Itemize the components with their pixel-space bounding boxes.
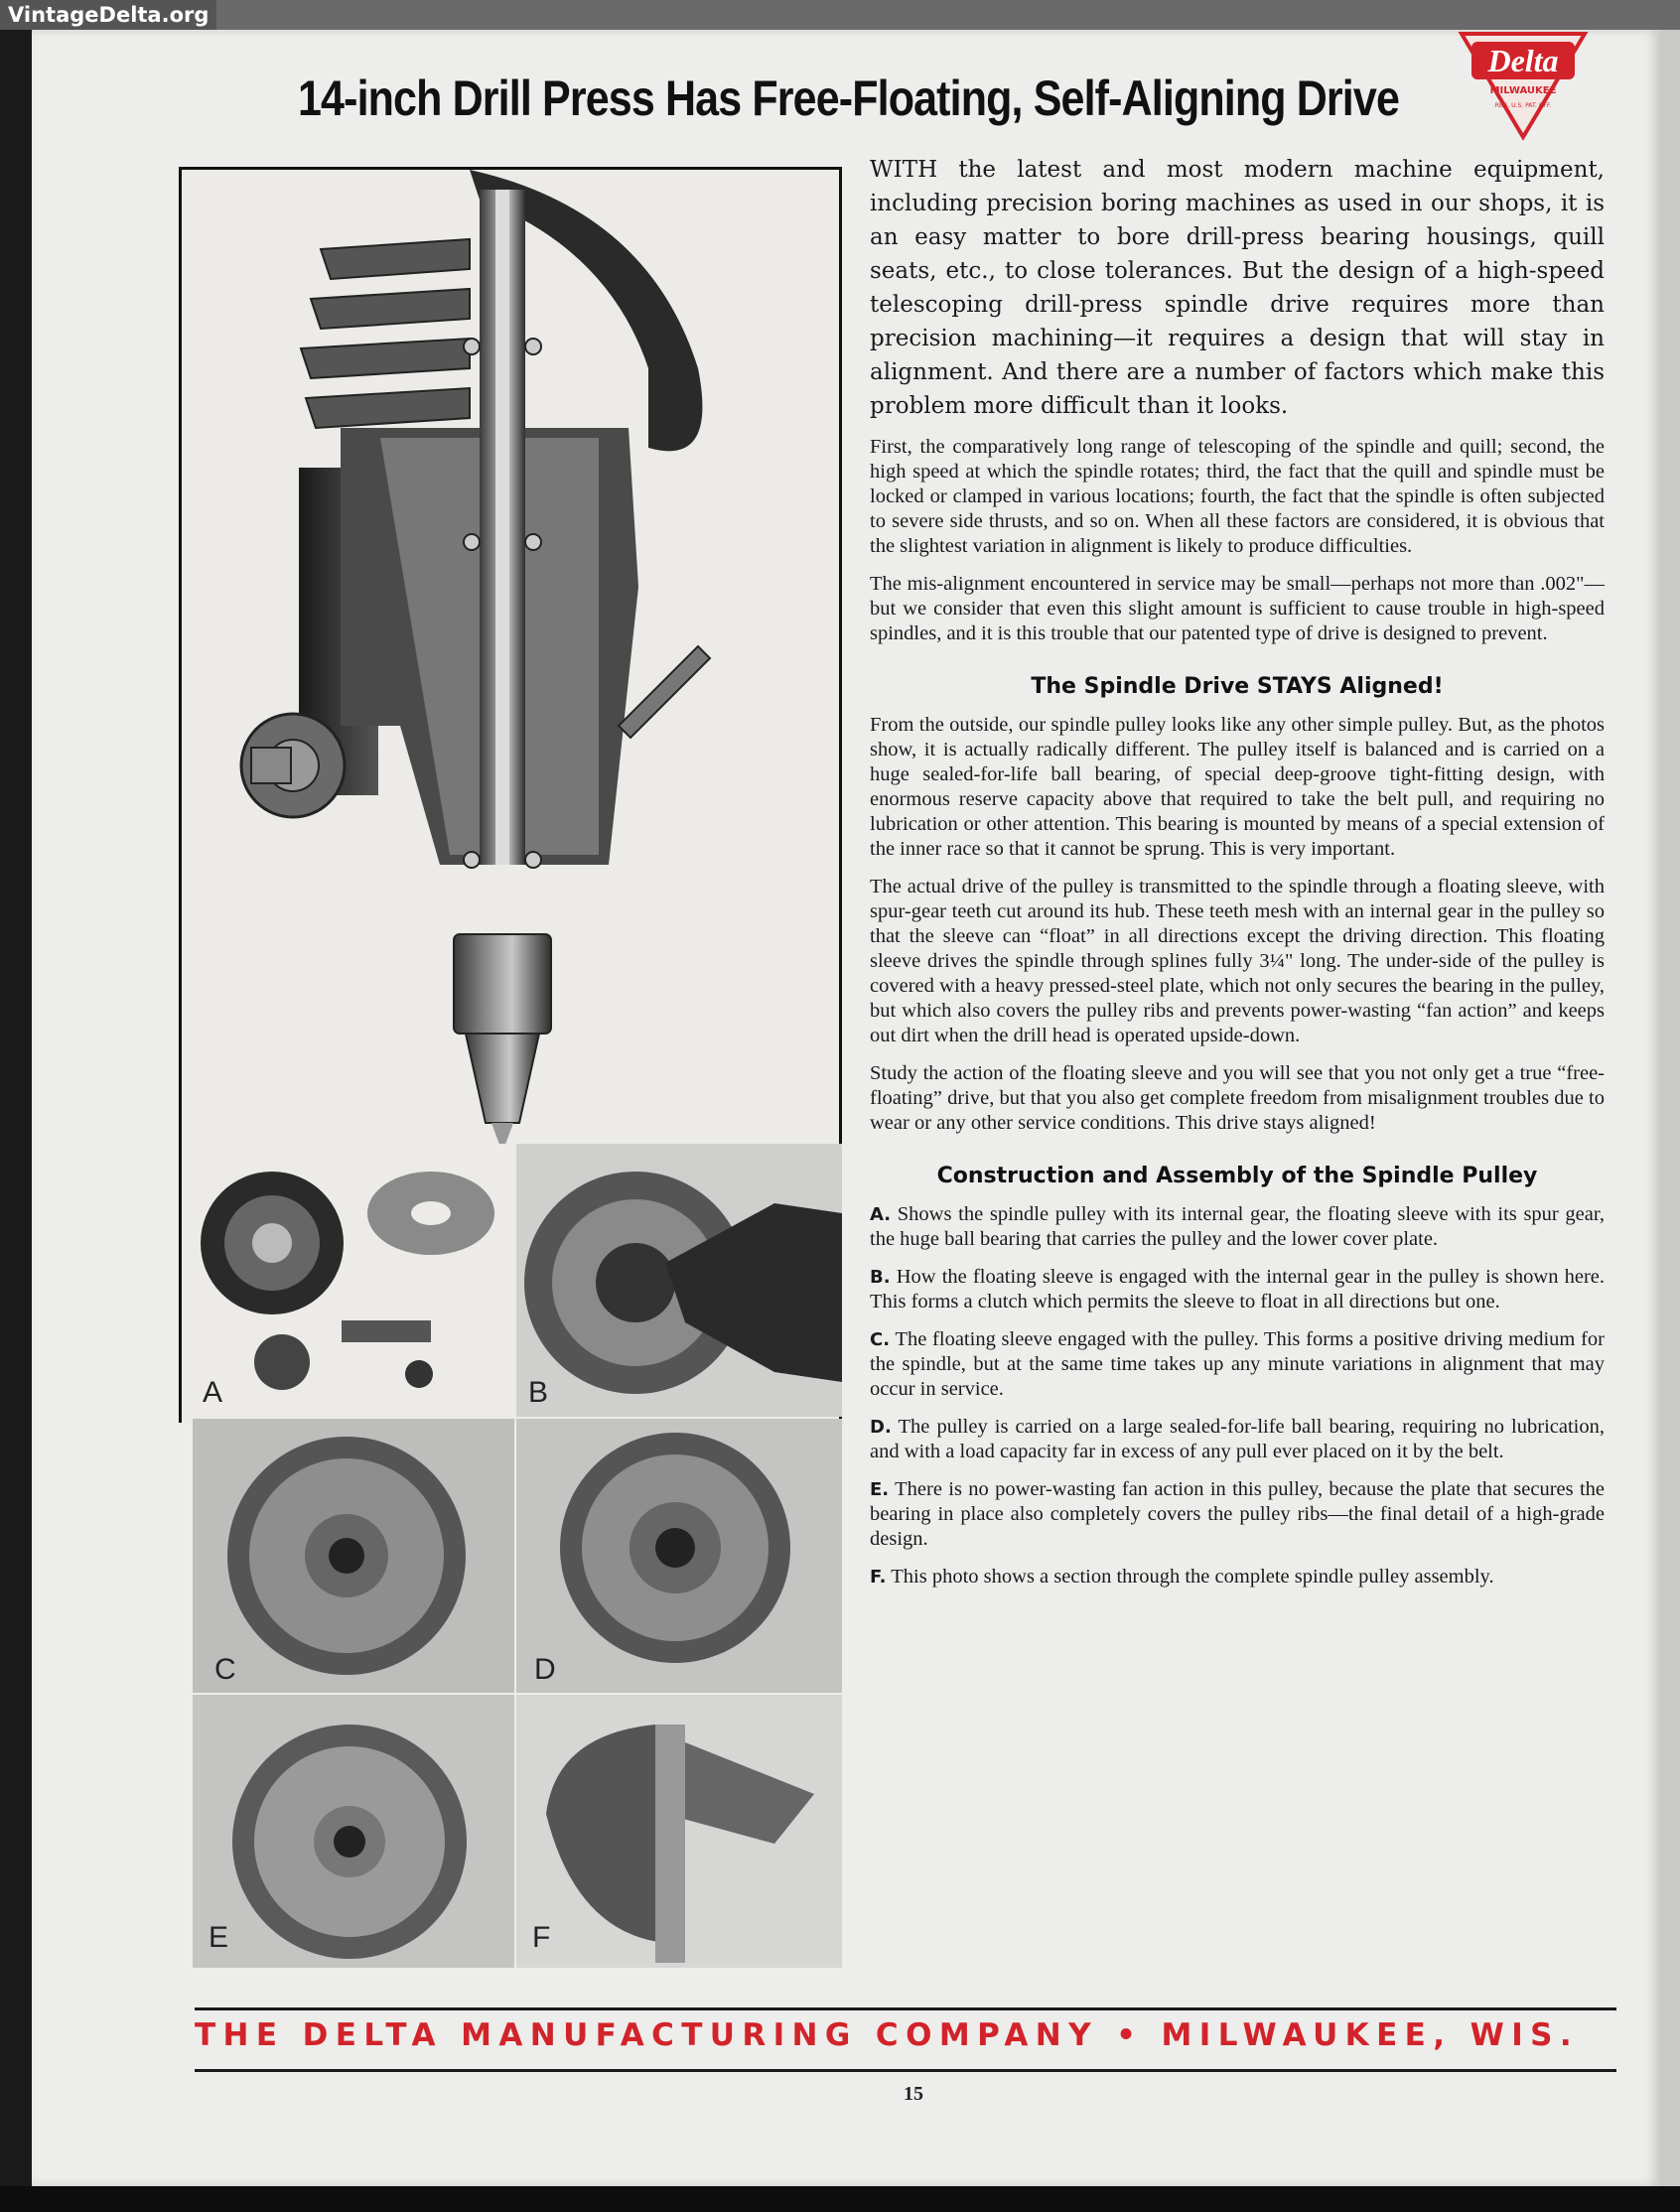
caption-letter: F. (870, 1567, 887, 1588)
caption-text: The pulley is carried on a large sealed-for-life ball bearing, requiring no lubrication, and with a load capacity far in excess of any pull ever placed on it by the belt. (870, 1416, 1605, 1462)
page-edge (1660, 30, 1680, 2186)
caption-letter: C. (870, 1329, 891, 1350)
photo-d (516, 1419, 842, 1693)
photo-c (193, 1419, 514, 1693)
bottom-strip (0, 2186, 1680, 2212)
caption-item-b (870, 1265, 1605, 1314)
caption-text: This photo shows a section through the complete spindle pulley assembly. (891, 1566, 1494, 1588)
footer-company-name: THE DELTA MANUFACTURING COMPANY • MILWAUKEE, WIS. (195, 2017, 1580, 2053)
site-watermark: VintageDelta.org (0, 0, 216, 30)
logo-mark-text: REG. U.S. PAT. OFF. (1494, 102, 1552, 109)
section-heading-construction: Construction and Assembly of the Spindle Pulley (936, 1164, 1538, 1188)
body-paragraph: The mis-alignment encountered in service may be small—perhaps not more than .002"—but we consider that even this slight amount is sufficient to cause trouble in high-speed spindles, and it is this trouble that our patented type of drive is designed to prevent. (870, 573, 1605, 644)
intro-paragraph: WITH the latest and most modern machine equipment, including precision boring machines as used in our shops, it is an easy matter to bore drill-press bearing housings, quill seats, etc., to close tolerances. But the design of a high-speed telescoping drill-press spindle drive requires more than precision machining—it requires a design that will stay in alignment. And there are a number of factors which make this problem more difficult than it looks. (870, 157, 1605, 419)
photo-a-label: A (203, 1376, 223, 1409)
photo-b (516, 1144, 842, 1417)
article-text (870, 153, 1605, 1602)
caption-item-d (870, 1415, 1605, 1464)
caption-text: There is no power-wasting fan action in this pulley, because the plate that secures the bearing in place also completely covers the pulley ribs—the final detail of a high-grade design. (870, 1478, 1605, 1550)
caption-text: How the floating sleeve is engaged with the internal gear in the pulley is shown here. This forms a clutch which permits the sleeve to float in all directions but one. (870, 1266, 1605, 1313)
caption-text: Shows the spindle pulley with its internal gear, the floating sleeve with its spur gear, the huge ball bearing that carries the pulley and the lower cover plate. (870, 1203, 1605, 1250)
caption-item-a (870, 1202, 1605, 1252)
photo-b-label: B (528, 1376, 549, 1409)
caption-letter: E. (870, 1479, 890, 1500)
caption-text: The floating sleeve engaged with the pulley. This forms a positive driving medium for the spindle, but at the same time takes up any minute variations in alignment that may occur in service. (870, 1328, 1605, 1400)
caption-item-f (870, 1565, 1605, 1590)
footer-rule-bottom (195, 2069, 1616, 2072)
footer-rule-top (195, 2007, 1616, 2010)
photo-e-label: E (209, 1921, 229, 1954)
page-title: 14-inch Drill Press Has Free-Floating, Self-Aligning Drive (298, 70, 1400, 126)
pulley-photo-grid (193, 1144, 842, 1968)
section-heading-spindle-drive: The Spindle Drive STAYS Aligned! (1031, 674, 1444, 699)
photo-c-label: C (214, 1653, 236, 1686)
delta-logo (1458, 30, 1589, 141)
caption-item-c (870, 1327, 1605, 1402)
body-paragraph: Study the action of the floating sleeve and you will see that you not only get a true “free-floating” drive, but that you also get complete freedom from misalignment troubles due to wear or any other service conditions. This drive stays aligned! (870, 1062, 1605, 1134)
body-paragraph: First, the comparatively long range of telescoping of the spindle and quill; second, the high speed at which the spindle rotates; third, the fact that the quill and spindle must be locked or clamped in various locations; fourth, the fact that the spindle is often subjected to severe side thrusts, and so on. When all these factors are considered, it is obvious that the slightest variation in alignment is likely to produce difficulties. (870, 436, 1605, 557)
photo-d-label: D (534, 1653, 556, 1686)
photo-f (516, 1695, 842, 1968)
caption-letter: A. (870, 1204, 892, 1225)
logo-city-text: MILWAUKEE (1489, 85, 1557, 96)
photo-a (193, 1144, 514, 1417)
caption-letter: B. (870, 1267, 891, 1288)
body-paragraph: The actual drive of the pulley is transmitted to the spindle through a floating sleeve, with spur-gear teeth cut around its hub. These teeth mesh with an internal gear in the pulley so that the sleeve can “float” in all directions except the driving direction. This floating sleeve drives the spindle through splines fully 3¼" long. The under-side of the pulley is covered with a heavy pressed-steel plate, which not only secures the bearing in the pulley, but which also covers the pulley ribs and prevents power-wasting “fan action” and keeps out dirt when the drill head is operated upside-down. (870, 876, 1605, 1046)
body-paragraph: From the outside, our spindle pulley looks like any other simple pulley. But, as the photos show, it is actually radically different. The pulley itself is balanced and is carried on a huge sealed-for-life ball bearing, of special deep-groove tight-fitting design, with enormous reserve capacity above that required to take the belt pull, and requiring no lubrication or other attention. This bearing is mounted by means of a special extension of the inner race so that it cannot be sprung. This is very important. (870, 714, 1605, 860)
caption-item-e (870, 1477, 1605, 1552)
photo-e (193, 1695, 514, 1968)
caption-letter: D. (870, 1417, 892, 1438)
page-number: 15 (904, 2083, 923, 2105)
photo-f-label: F (532, 1921, 551, 1954)
top-bar (0, 0, 1680, 30)
logo-brand-text: Delta (1487, 43, 1559, 78)
